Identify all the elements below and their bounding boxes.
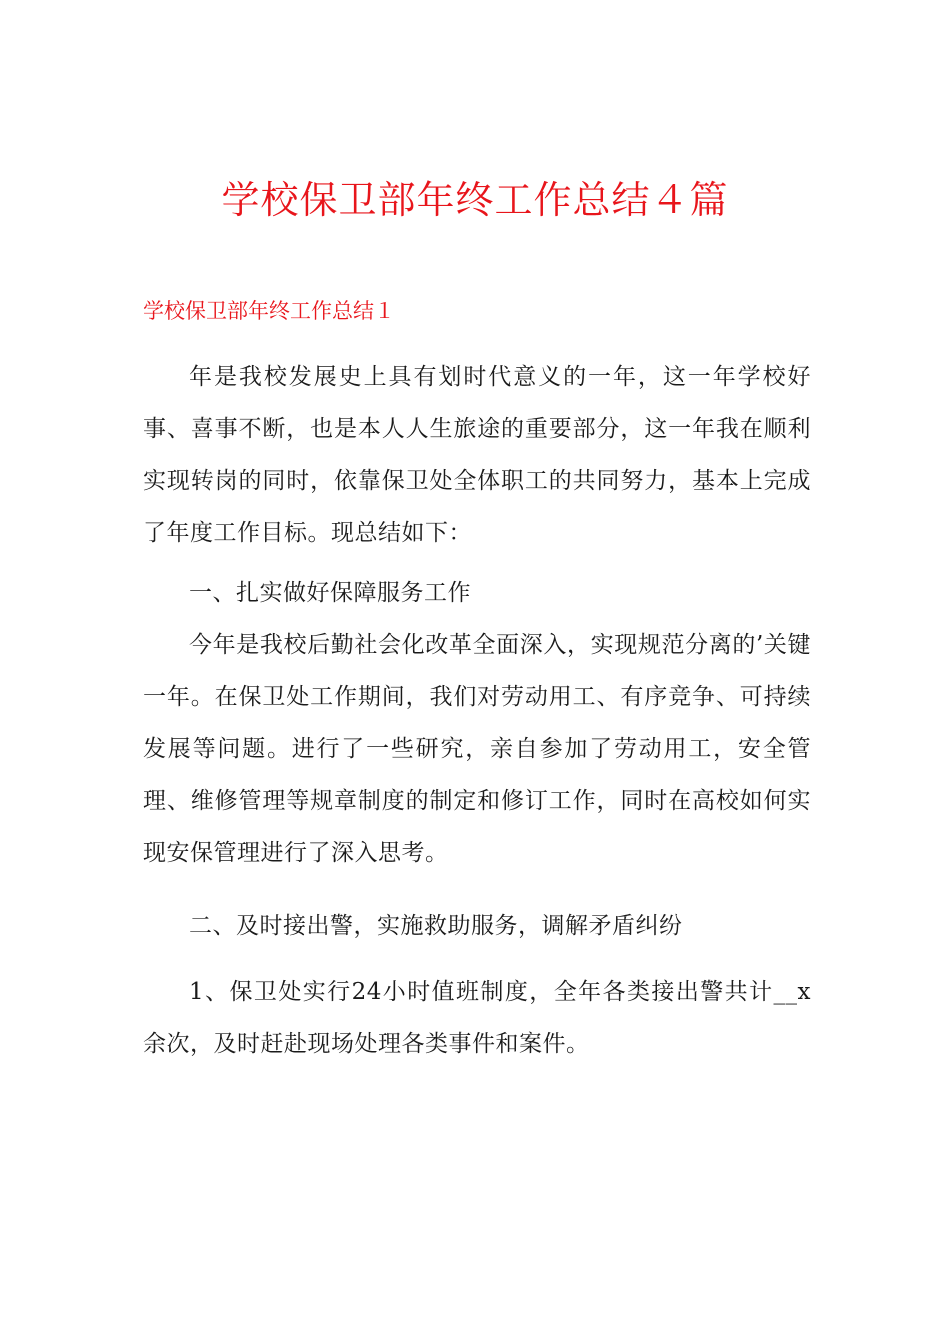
paragraph-intro <box>143 351 811 559</box>
paragraph-duty <box>143 966 811 1070</box>
paragraph-reform <box>143 619 811 879</box>
subheading-two <box>143 900 811 952</box>
section-heading: 学校保卫部年终工作总结１ <box>143 299 395 323</box>
paragraph-text: 年是我校发展史上具有划时代意义的一年，这一年学校好事、喜事不断，也是本人人生旅途的重要部分，这一年我在顺利实现转岗的同时，依靠保卫处全体职工的共同努力，基本上完成了年度工作目标。现总结如下： <box>143 364 811 546</box>
subheading-one <box>143 567 811 619</box>
document-title: 学校保卫部年终工作总结４篇 <box>221 178 729 222</box>
paragraph-text: 1、保卫处实行24小时值班制度，全年各类接出警共计__x余次，及时赶赴现场处理各类事件和案件。 <box>143 979 811 1057</box>
paragraph-text: 今年是我校后勤社会化改革全面深入，实现规范分离的’关键一年。在保卫处工作期间，我们对劳动用工、有序竞争、可持续发展等问题。进行了一些研究，亲自参加了劳动用工，安全管理、维修管理等规章制度的制定和修订工作，同时在高校如何实现安保管理进行了深入思考。 <box>143 632 811 866</box>
subheading-text: 二、及时接出警，实施救助服务，调解矛盾纠纷 <box>189 913 683 939</box>
subheading-text: 一、扎实做好保障服务工作 <box>189 580 471 606</box>
